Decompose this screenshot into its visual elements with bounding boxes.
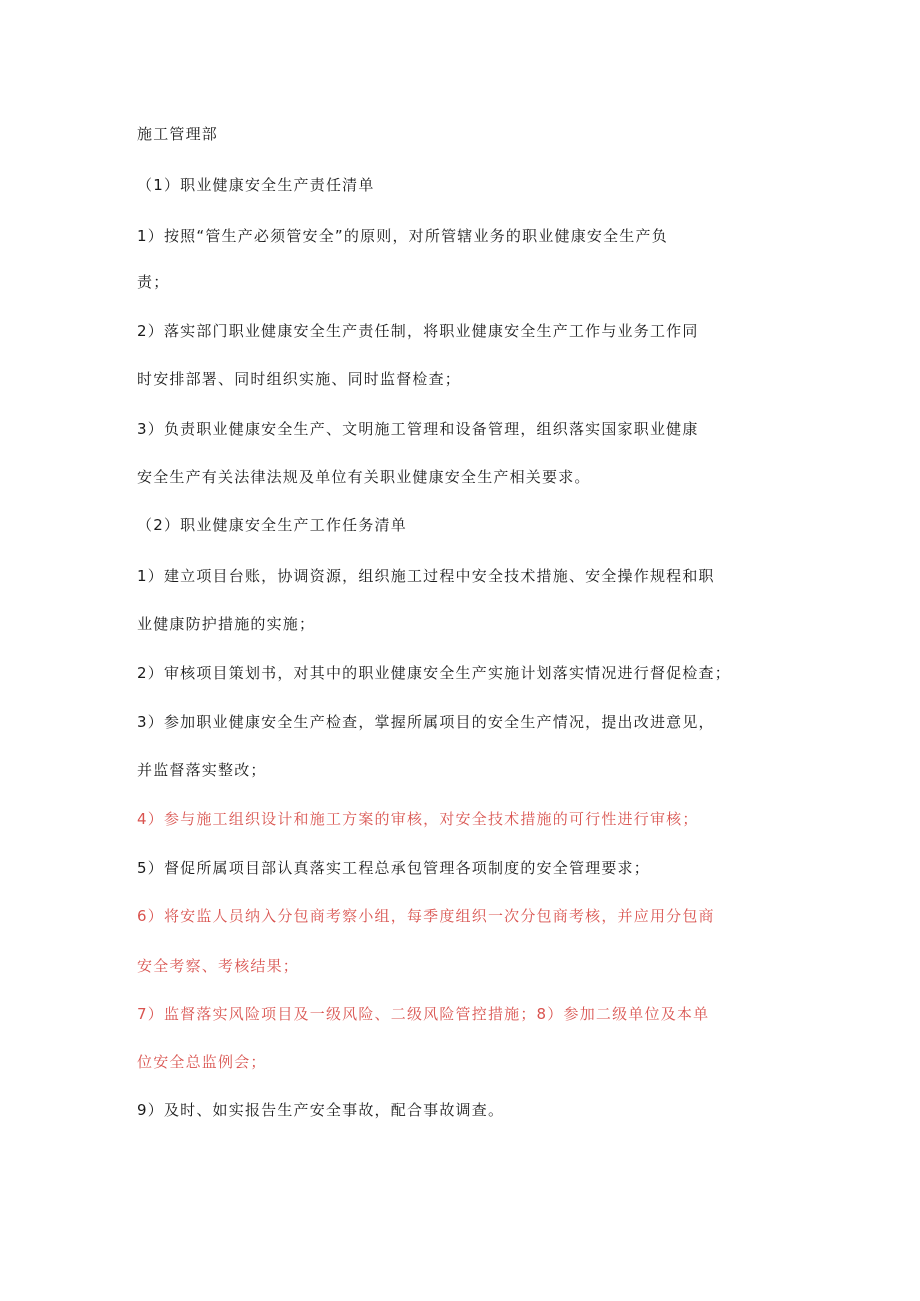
section2-item5-line1: 5）督促所属项目部认真落实工程总承包管理各项制度的安全管理要求； xyxy=(137,859,650,877)
section2-item7-line2: 位安全总监例会； xyxy=(137,1053,267,1071)
section2-item7-line1: 7）监督落实风险项目及一级风险、二级风险管控措施；8）参加二级单位及本单 xyxy=(137,1005,710,1023)
section2-item6-line1: 6）将安监人员纳入分包商考察小组，每季度组织一次分包商考核，并应用分包商 xyxy=(137,907,715,925)
section2-item9-line1: 9）及时、如实报告生产安全事故，配合事故调查。 xyxy=(137,1101,505,1119)
section2-item4-line1: 4）参与施工组织设计和施工方案的审核，对安全技术措施的可行性进行审核； xyxy=(137,810,699,828)
section2-item3-line1: 3）参加职业健康安全生产检查，掌握所属项目的安全生产情况，提出改进意见， xyxy=(137,713,715,731)
section-heading: 施工管理部 xyxy=(137,125,219,143)
section1-item3-line1: 3）负责职业健康安全生产、文明施工管理和设备管理，组织落实国家职业健康 xyxy=(137,420,699,438)
section2-title: （2）职业健康安全生产工作任务清单 xyxy=(137,516,407,534)
section1-title: （1）职业健康安全生产责任清单 xyxy=(137,176,375,194)
section2-item1-line2: 业健康防护措施的实施； xyxy=(137,615,316,633)
section2-item6-line2: 安全考察、考核结果； xyxy=(137,957,300,975)
section2-item3-line2: 并监督落实整改； xyxy=(137,761,267,779)
section1-item3-line2: 安全生产有关法律法规及单位有关职业健康安全生产相关要求。 xyxy=(137,468,591,486)
section1-item2-line1: 2）落实部门职业健康安全生产责任制，将职业健康安全生产工作与业务工作同 xyxy=(137,322,699,340)
section2-item1-line1: 1）建立项目台账，协调资源，组织施工过程中安全技术措施、安全操作规程和职 xyxy=(137,567,715,585)
section1-item2-line2: 时安排部署、同时组织实施、同时监督检查； xyxy=(137,370,462,388)
section1-item1-line1: 1）按照“管生产必须管安全”的原则，对所管辖业务的职业健康安全生产负 xyxy=(137,227,668,245)
section1-item1-line2: 责； xyxy=(137,273,170,291)
section2-item2-line1: 2）审核项目策划书，对其中的职业健康安全生产实施计划落实情况进行督促检查； xyxy=(137,664,731,682)
